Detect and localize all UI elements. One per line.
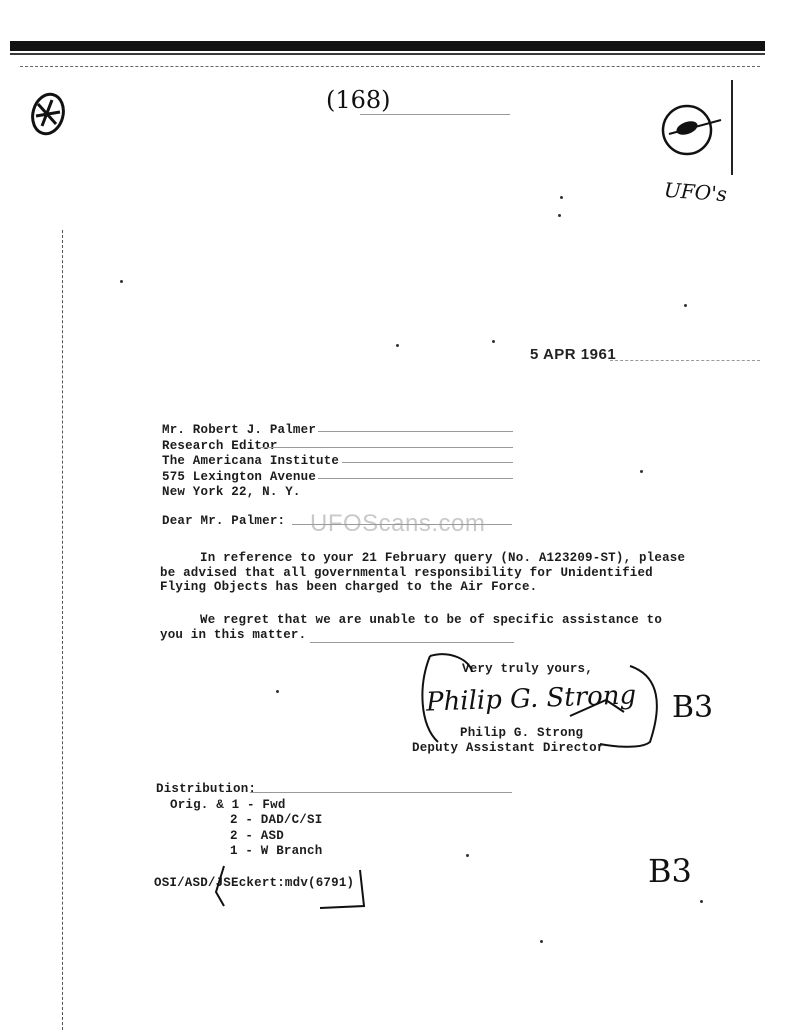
paragraph-line: In reference to your 21 February query (No. A123209-ST), please: [200, 551, 686, 565]
letter-paragraph-1: [160, 551, 685, 595]
classification-circle-mark: [22, 86, 78, 142]
scan-speck: [120, 280, 123, 283]
rule-line: [310, 642, 514, 643]
scan-speck: [492, 340, 495, 343]
rule-line: [318, 431, 513, 432]
scan-dashed-line: [20, 66, 760, 67]
rule-line: [360, 114, 510, 115]
scan-speck: [276, 690, 279, 693]
address-line: New York 22, N. Y.: [162, 485, 301, 499]
classification-stamp-mark: [655, 100, 727, 162]
address-line: Mr. Robert J. Palmer: [162, 423, 317, 437]
scan-speck: [396, 344, 399, 347]
watermark: UFOScans.com: [310, 510, 486, 537]
date-stamp: 5 APR 1961: [530, 346, 617, 363]
scan-speck: [540, 940, 543, 943]
rule-line: [318, 478, 513, 479]
rule-line: [610, 360, 760, 361]
rule-line: [342, 462, 513, 463]
scan-speck: [558, 214, 561, 217]
scan-speck: [560, 196, 563, 199]
paragraph-line: you in this matter.: [160, 628, 307, 642]
scan-speck: [466, 854, 469, 857]
distribution-line: Orig. & 1 - Fwd: [170, 797, 286, 812]
letter-paragraph-2: [160, 613, 662, 643]
paragraph-line: be advised that all governmental responsibility for Unidentified: [160, 565, 653, 580]
corner-handwritten-mark: UFO's: [663, 177, 728, 207]
originator-code: OSI/ASD/JSEckert:mdv(6791): [154, 876, 355, 890]
signer-title: Deputy Assistant Director: [412, 741, 605, 755]
originator-bracket: [210, 862, 370, 912]
page-left-edge: [62, 230, 63, 1030]
address-line: The Americana Institute: [162, 454, 340, 468]
redaction-mark-b3-lower: B3: [648, 852, 692, 890]
scan-edge-bar: [10, 41, 765, 51]
recipient-address: [162, 423, 339, 501]
distribution-line: 1 - W Branch: [230, 844, 323, 858]
page-number-handwritten: (168): [326, 86, 391, 114]
redaction-mark-b3: B3: [672, 690, 714, 725]
scan-speck: [700, 900, 703, 903]
signer-name: Philip G. Strong: [460, 726, 584, 740]
address-line: 575 Lexington Avenue: [162, 469, 317, 484]
distribution-list: [156, 782, 322, 860]
distribution-line: 2 - ASD: [230, 828, 284, 843]
closing: Very truly yours,: [462, 662, 593, 676]
address-line: Research Editor: [162, 438, 278, 453]
salutation: Dear Mr. Palmer:: [162, 514, 286, 528]
scan-speck: [640, 470, 643, 473]
rule-line: [260, 447, 513, 448]
rule-line: [292, 524, 512, 525]
distribution-line: 2 - DAD/C/SI: [230, 813, 323, 827]
scan-speck: [684, 304, 687, 307]
paragraph-line: Flying Objects has been charged to the Air Force.: [160, 580, 538, 594]
paragraph-line: We regret that we are unable to be of specific assistance to: [200, 613, 663, 627]
scan-edge-line: [10, 53, 765, 55]
handwritten-signature: Philip G. Strong: [425, 680, 637, 718]
distribution-heading: Distribution:: [156, 782, 257, 796]
rule-line: [250, 792, 512, 793]
page-right-edge: [731, 80, 733, 175]
